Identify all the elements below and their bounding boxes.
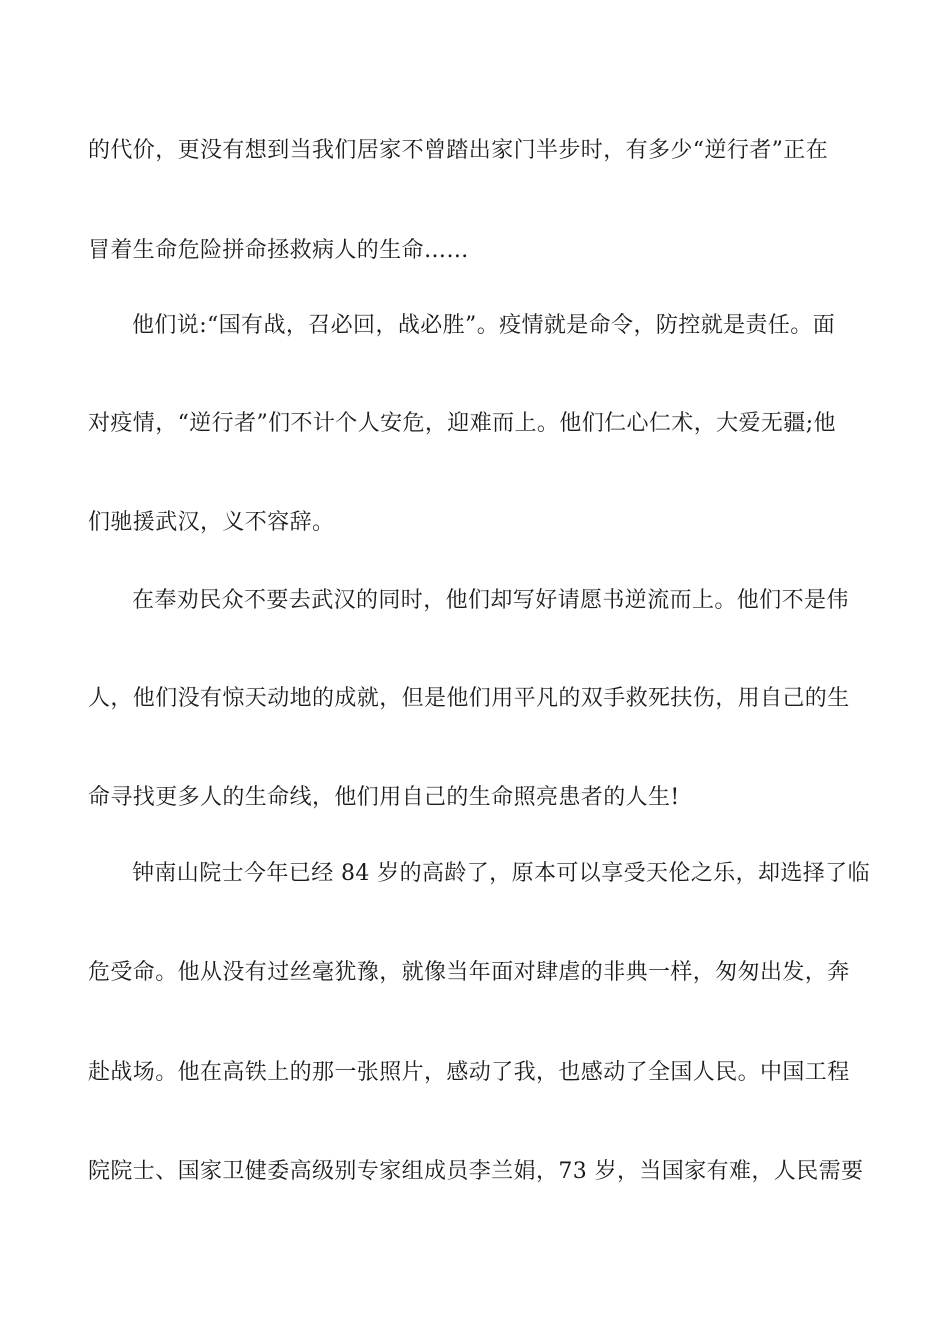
paragraph-start-line: 他们说:“国有战，召必回，战必胜”。疫情就是命令，防控就是责任。面	[132, 313, 836, 338]
text-line-8: 命寻找更多人的生命线，他们用自己的生命照亮患者的人生!	[88, 785, 680, 810]
text-line-2: 冒着生命危险拼命拯救病人的生命……	[88, 238, 469, 263]
text-line-10: 危受命。他从没有过丝毫犹豫，就像当年面对肆虐的非典一样，匆匆出发，奔	[88, 960, 850, 985]
paragraph-start-line: 在奉劝民众不要去武汉的同时，他们却写好请愿书逆流而上。他们不是伟	[132, 588, 849, 613]
text-line-5: 们驰援武汉，义不容辞。	[88, 510, 335, 535]
text-line-11: 赴战场。他在高铁上的那一张照片，感动了我，也感动了全国人民。中国工程	[88, 1060, 850, 1085]
text-line-12: 院院士、国家卫健委高级别专家组成员李兰娟，73 岁，当国家有难，人民需要	[88, 1159, 864, 1184]
text-line-4: 对疫情，“逆行者”们不计个人安危，迎难而上。他们仁心仁术，大爱无疆;他	[88, 411, 836, 436]
text-line-1: 的代价，更没有想到当我们居家不曾踏出家门半步时，有多少“逆行者”正在	[88, 138, 829, 163]
text-line-7: 人，他们没有惊天动地的成就，但是他们用平凡的双手救死扶伤，用自己的生	[88, 686, 850, 711]
paragraph-start-line: 钟南山院士今年已经 84 岁的高龄了，原本可以享受天伦之乐，却选择了临	[132, 861, 870, 886]
